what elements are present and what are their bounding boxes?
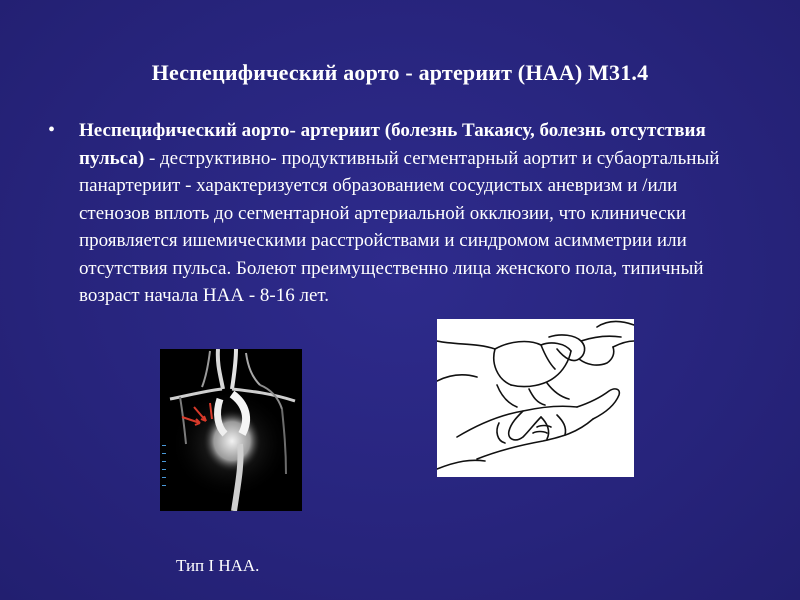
slide-title: Неспецифический аорто - артериит (НАА) М31.4	[151, 60, 649, 85]
bullet-item	[48, 117, 768, 310]
bullet-body-text: - деструктивно- продуктивный сегментарный аортит и субаортальный панартериит - характеризуется образованием сосудистых аневризм и /или стенозов вплоть до сегментарной артериальной окклюзии, что клинически проявляется ишемическими расстройствами и синдромом асимметрии или отсутствия пульса. Болеют преимущественно лица женского пола, типичный возраст начала НАА - 8-16 лет.	[79, 147, 720, 306]
bullet-text	[79, 117, 739, 310]
bullet-marker: •	[48, 119, 56, 141]
image-caption: Тип I НАА.	[176, 556, 260, 575]
pulse-palpation-drawing	[437, 319, 634, 477]
bullet-bold-text: Неспецифический аорто- артериит (болезнь Такаясу, болезнь отсутствия пульса)	[79, 120, 706, 169]
angiogram-image	[160, 349, 302, 511]
